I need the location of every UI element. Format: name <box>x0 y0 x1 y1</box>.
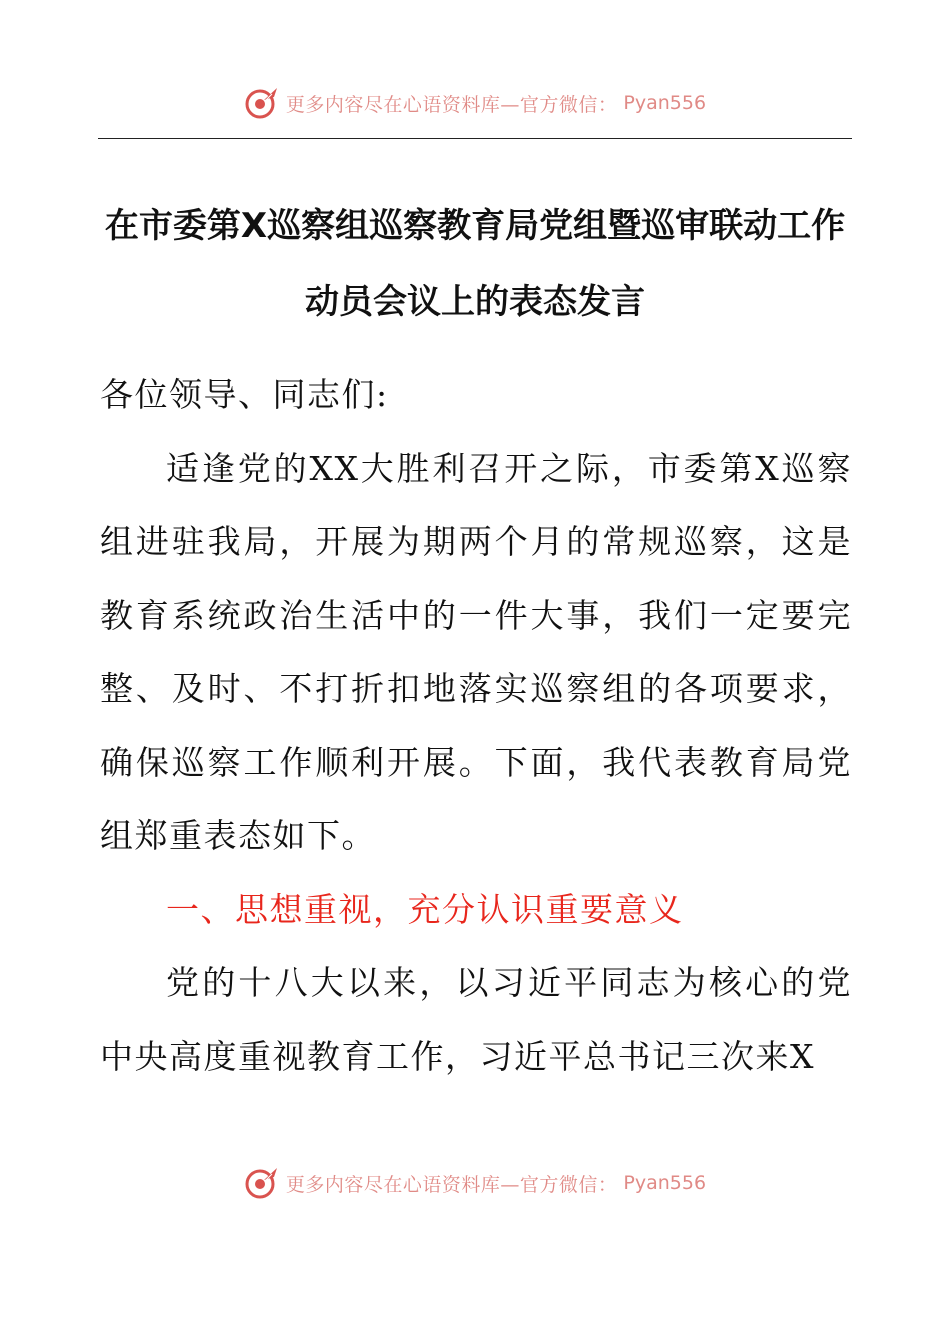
watermark-wechat-id: Pyan556 <box>623 1172 707 1194</box>
salutation: 各位领导、同志们: <box>100 375 389 414</box>
header-watermark <box>0 83 950 123</box>
quill-logo-icon <box>244 85 280 121</box>
paragraph-intro: 适逢党的XX大胜利召开之际，市委第X巡察组进驻我局，开展为期两个月的常规巡察，这是教育系统政治生活中的一件大事，我们一定要完整、及时、不打折扣地落实巡察组的各项要求，确保巡察工作顺利开展。下面，我代表教育局党组郑重表态如下。 <box>100 448 852 855</box>
watermark-text: 更多内容尽在心语资料库—官方微信： <box>285 1173 618 1196</box>
section-heading-1: 一、思想重视，充分认识重要意义 <box>166 889 684 929</box>
document-body <box>100 358 852 1093</box>
watermark-text: 更多内容尽在心语资料库—官方微信： <box>285 93 618 116</box>
watermark-wechat-id: Pyan556 <box>623 92 707 114</box>
header-divider <box>98 138 852 139</box>
paragraph-section-1: 党的十八大以来，以习近平同志为核心的党中央高度重视教育工作，习近平总书记三次来X <box>100 963 852 1076</box>
quill-logo-icon <box>244 1165 280 1201</box>
document-title: 在市委第X巡察组巡察教育局党组暨巡审联动工作动员会议上的表态发言 <box>104 206 846 322</box>
footer-watermark <box>0 1163 950 1203</box>
